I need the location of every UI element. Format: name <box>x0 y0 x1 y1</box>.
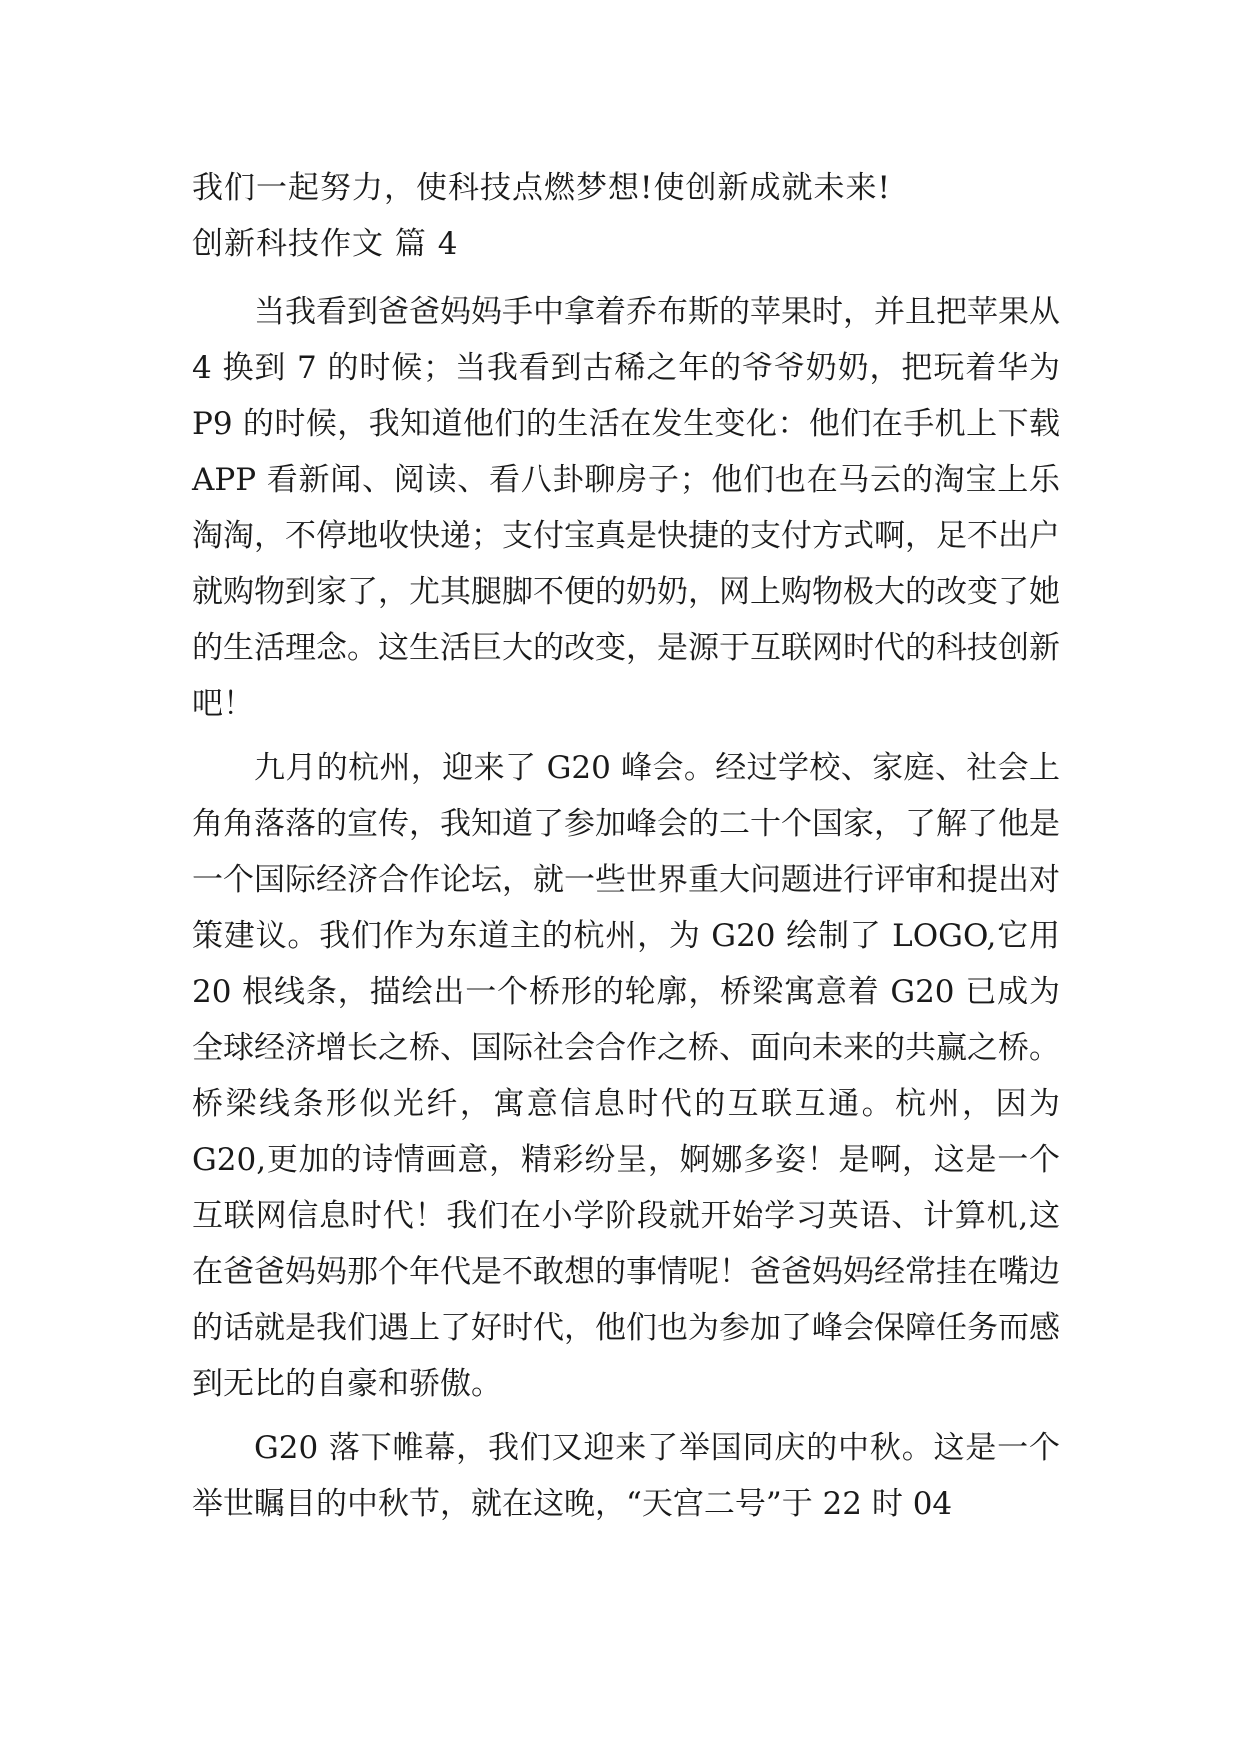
document-page <box>192 160 1060 1532</box>
intro-closing-line: 我们一起努力，使科技点燃梦想!使创新成就未来! <box>192 170 891 206</box>
paragraph-2: 九月的杭州，迎来了 G20 峰会。经过学校、家庭、社会上角角落落的宣传，我知道了参加峰会的二十个国家，了解了他是一个国际经济合作论坛，就一些世界重大问题进行评审和提出对策建议。我们作为东道主的杭州，为 G20 绘制了 LOGO,它用 20 根线条，描绘出一个桥形的轮廓，桥梁寓意着 G20 已成为全球经济增长之桥、国际社会合作之桥、面向未来的共赢之桥。桥梁线条形似光纤，寓意信息时代的互联互通。杭州，因为 G20,更加的诗情画意，精彩纷呈，婀娜多姿！是啊，这是一个互联网信息时代！我们在小学阶段就开始学习英语、计算机,这在爸爸妈妈那个年代是不敢想的事情呢！爸爸妈妈经常挂在嘴边的话就是我们遇上了好时代，他们也为参加了峰会保障任务而感到无比的自豪和骄傲。 <box>192 750 1060 1402</box>
paragraph-1: 当我看到爸爸妈妈手中拿着乔布斯的苹果时，并且把苹果从 4 换到 7 的时候；当我看到古稀之年的爷爷奶奶，把玩着华为 P9 的时候，我知道他们的生活在发生变化：他们在手机上下载 APP 看新闻、阅读、看八卦聊房子；他们也在马云的淘宝上乐淘淘，不停地收快递；支付宝真是快捷的支付方式啊，足不出户就购物到家了，尤其腿脚不便的奶奶，网上购物极大的改变了她的生活理念。这生活巨大的改变，是源于互联网时代的科技创新吧！ <box>192 294 1060 722</box>
section-title: 创新科技作文 篇 4 <box>192 226 459 262</box>
paragraph-3: G20 落下帷幕，我们又迎来了举国同庆的中秋。这是一个举世瞩目的中秋节，就在这晚，“天宫二号”于 22 时 04 <box>192 1430 1060 1522</box>
